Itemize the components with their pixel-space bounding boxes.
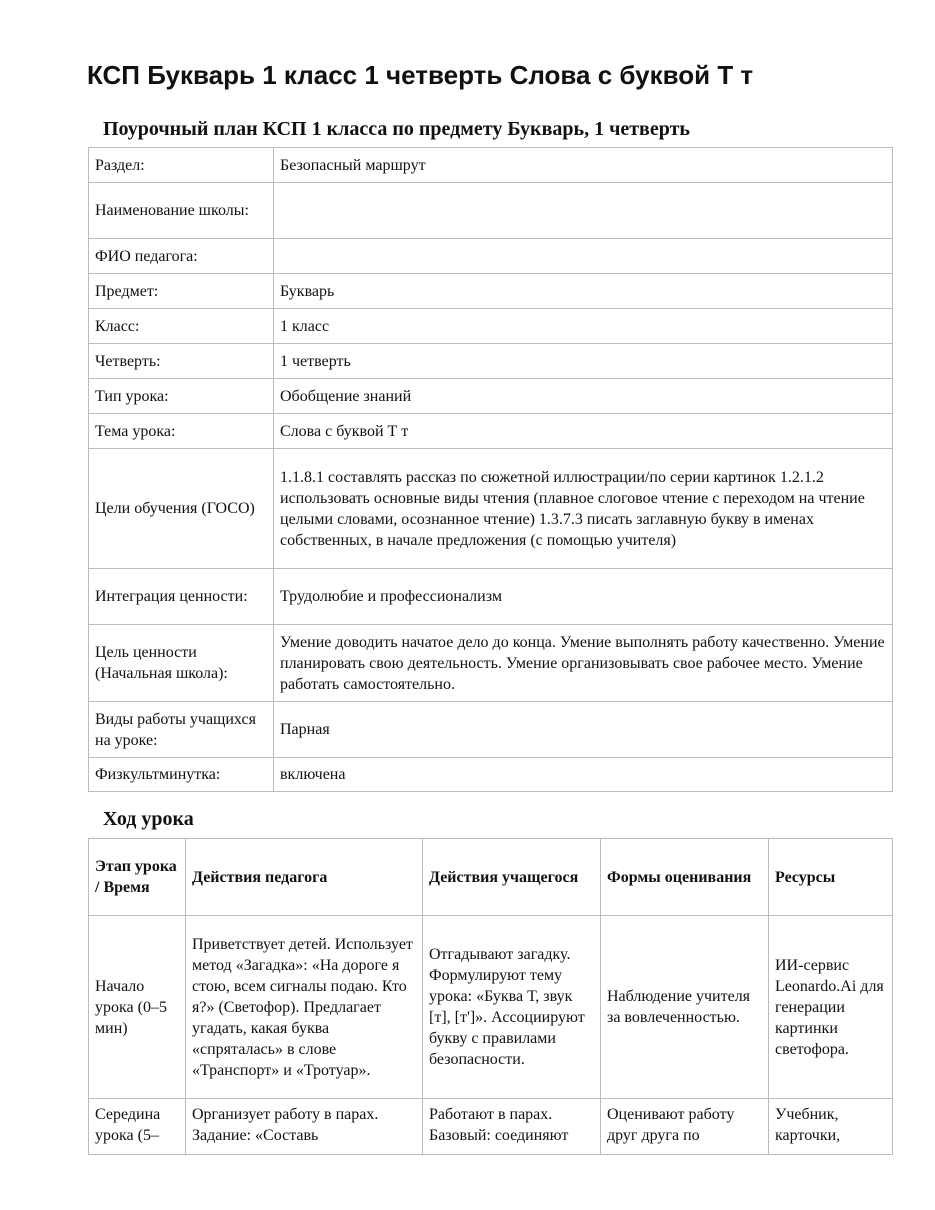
plan-row-topic xyxy=(89,414,893,449)
table-row xyxy=(89,916,893,1099)
column-header-assessment: Формы оценивания xyxy=(601,839,769,916)
plan-value: Умение доводить начатое дело до конца. Умение выполнять работу качественно. Умение планировать свою деятельность. Умение организовывать свое рабочее место. Умение работать самостоятельно. xyxy=(274,625,893,702)
plan-label: Интеграция ценности: xyxy=(89,569,274,625)
plan-row-goals xyxy=(89,449,893,569)
column-header-stage: Этап урока / Время xyxy=(89,839,186,916)
plan-label: Цели обучения (ГОСО) xyxy=(89,449,274,569)
plan-label: Виды работы учащихся на уроке: xyxy=(89,702,274,758)
stage-cell: Начало урока (0–5 мин) xyxy=(89,916,186,1099)
plan-value: Букварь xyxy=(274,274,893,309)
plan-value xyxy=(274,239,893,274)
plan-row-quarter xyxy=(89,344,893,379)
plan-label: Физкультминутка: xyxy=(89,758,274,792)
plan-row-exercise xyxy=(89,758,893,792)
plan-value xyxy=(274,183,893,239)
resources-cell: ИИ-сервис Leonardo.Ai для генерации картинки светофора. xyxy=(769,916,893,1099)
plan-label: ФИО педагога: xyxy=(89,239,274,274)
teacher-actions-cell: Приветствует детей. Использует метод «Загадка»: «На дороге я стою, всем сигналы подаю. Кто я?» (Светофор). Предлагает угадать, какая буква «спряталась» в слове «Транспорт» и «Тротуар». xyxy=(186,916,423,1099)
plan-label: Раздел: xyxy=(89,148,274,183)
plan-row-grade xyxy=(89,309,893,344)
column-header-student: Действия учащегося xyxy=(423,839,601,916)
column-header-teacher: Действия педагога xyxy=(186,839,423,916)
plan-label: Предмет: xyxy=(89,274,274,309)
plan-row-subject xyxy=(89,274,893,309)
teacher-actions-cell: Организует работу в парах. Задание: «Составь xyxy=(186,1099,423,1155)
document-title: КСП Букварь 1 класс 1 четверть Слова с буквой Т т xyxy=(87,60,754,90)
student-actions-cell: Работают в парах. Базовый: соединяют xyxy=(423,1099,601,1155)
plan-label: Тема урока: xyxy=(89,414,274,449)
plan-value: Безопасный маршрут xyxy=(274,148,893,183)
plan-value: Слова с буквой Т т xyxy=(274,414,893,449)
stage-cell: Середина урока (5– xyxy=(89,1099,186,1155)
plan-label: Наименование школы: xyxy=(89,183,274,239)
assessment-cell: Оценивают работу друг друга по xyxy=(601,1099,769,1155)
plan-label: Цель ценности (Начальная школа): xyxy=(89,625,274,702)
plan-value: включена xyxy=(274,758,893,792)
plan-table xyxy=(88,147,893,792)
table-row xyxy=(89,1099,893,1155)
plan-value: 1 класс xyxy=(274,309,893,344)
plan-label: Тип урока: xyxy=(89,379,274,414)
plan-row-teacher xyxy=(89,239,893,274)
student-actions-cell: Отгадывают загадку. Формулируют тему урока: «Буква Т, звук [т], [т']». Ассоциируют букву с правилами безопасности. xyxy=(423,916,601,1099)
plan-label: Класс: xyxy=(89,309,274,344)
lesson-table xyxy=(88,838,893,1155)
plan-row-values xyxy=(89,569,893,625)
lesson-heading: Ход урока xyxy=(103,808,194,830)
column-header-resources: Ресурсы xyxy=(769,839,893,916)
plan-row-school xyxy=(89,183,893,239)
plan-row-section xyxy=(89,148,893,183)
plan-value: 1.1.8.1 составлять рассказ по сюжетной иллюстрации/по серии картинок 1.2.1.2 использовать основные виды чтения (плавное слоговое чтение с переходом на чтение целыми словами, осознанное чтение) 1.3.7.3 писать заглавную букву в именах собственных, в начале предложения (с помощью учителя) xyxy=(274,449,893,569)
plan-heading: Поурочный план КСП 1 класса по предмету Букварь, 1 четверть xyxy=(103,118,690,140)
plan-value: Парная xyxy=(274,702,893,758)
plan-row-lesson-type xyxy=(89,379,893,414)
plan-label: Четверть: xyxy=(89,344,274,379)
plan-row-work-types xyxy=(89,702,893,758)
plan-value: Обобщение знаний xyxy=(274,379,893,414)
assessment-cell: Наблюдение учителя за вовлеченностью. xyxy=(601,916,769,1099)
plan-value: 1 четверть xyxy=(274,344,893,379)
plan-value: Трудолюбие и профессионализм xyxy=(274,569,893,625)
resources-cell: Учебник, карточки, xyxy=(769,1099,893,1155)
plan-row-value-goal xyxy=(89,625,893,702)
lesson-header-row xyxy=(89,839,893,916)
